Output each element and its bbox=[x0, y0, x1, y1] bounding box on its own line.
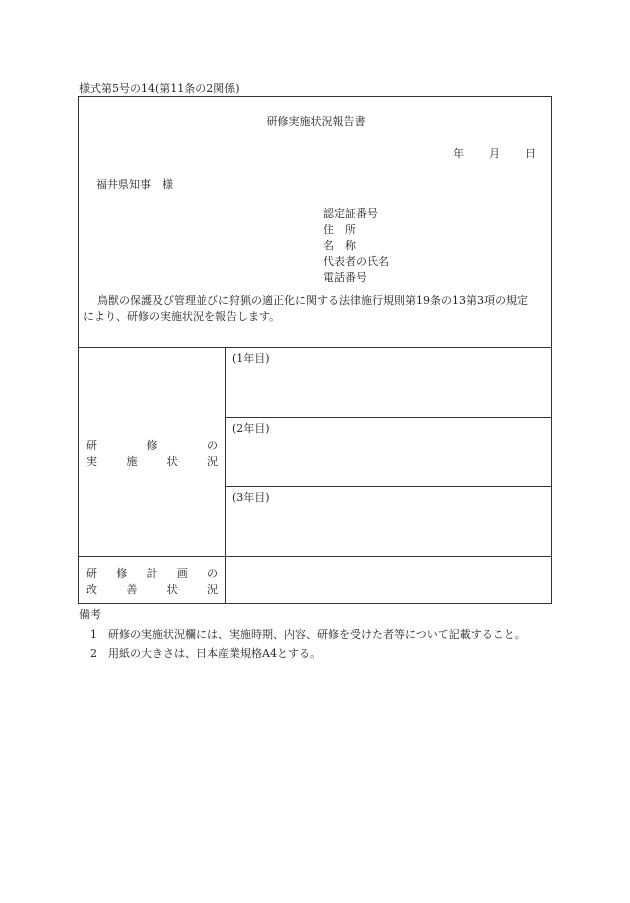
note-2 bbox=[90, 645, 321, 661]
statement-line-2: により、研修の実施状況を報告します。 bbox=[83, 310, 281, 323]
note-1 bbox=[90, 626, 526, 642]
notes-title: 備考 bbox=[79, 608, 101, 621]
field-address: 住 所 bbox=[323, 223, 356, 236]
field-certificate-number: 認定証番号 bbox=[323, 207, 378, 220]
year-divider-2 bbox=[225, 486, 551, 487]
note-1-text: 研修の実施状況欄には、実施時期、内容、研修を受けた者等について記載すること。 bbox=[108, 628, 526, 641]
applicant-fields bbox=[323, 206, 389, 286]
improvement-label-line-1: 研 修 計 画 の bbox=[86, 567, 218, 580]
field-representative: 代表者の氏名 bbox=[323, 255, 389, 268]
note-1-number: 1 bbox=[90, 628, 97, 641]
table-top-rule bbox=[79, 347, 551, 348]
year-3-label: (3年目) bbox=[232, 491, 270, 504]
addressee: 福井県知事 様 bbox=[96, 178, 173, 191]
implementation-label-line-2: 実 施 状 況 bbox=[86, 455, 218, 468]
date-day: 日 bbox=[525, 147, 536, 160]
report-statement bbox=[83, 293, 549, 325]
form-title: 研修実施状況報告書 bbox=[266, 115, 366, 128]
field-name: 名 称 bbox=[323, 239, 356, 252]
report-form-table bbox=[78, 96, 552, 604]
improvement-label-line-2: 改 善 状 況 bbox=[86, 583, 218, 596]
note-2-text: 用紙の大きさは、日本産業規格A4とする。 bbox=[108, 647, 321, 660]
form-number: 様式第5号の14(第11条の2関係) bbox=[79, 82, 240, 95]
statement-line-1: 鳥獣の保護及び管理並びに狩猟の適正化に関する法律施行規則第19条の13第3項の規定 bbox=[97, 294, 528, 307]
implementation-label-line-1: 研 修 の bbox=[86, 439, 218, 452]
date-year: 年 bbox=[453, 147, 464, 160]
year-2-label: (2年目) bbox=[232, 422, 270, 435]
field-phone: 電話番号 bbox=[323, 271, 367, 284]
year-divider-1 bbox=[225, 417, 551, 418]
improvement-rule bbox=[79, 556, 551, 557]
table-label-divider bbox=[225, 347, 226, 603]
note-2-number: 2 bbox=[90, 647, 97, 660]
date-month: 月 bbox=[489, 147, 500, 160]
year-1-label: (1年目) bbox=[232, 352, 270, 365]
